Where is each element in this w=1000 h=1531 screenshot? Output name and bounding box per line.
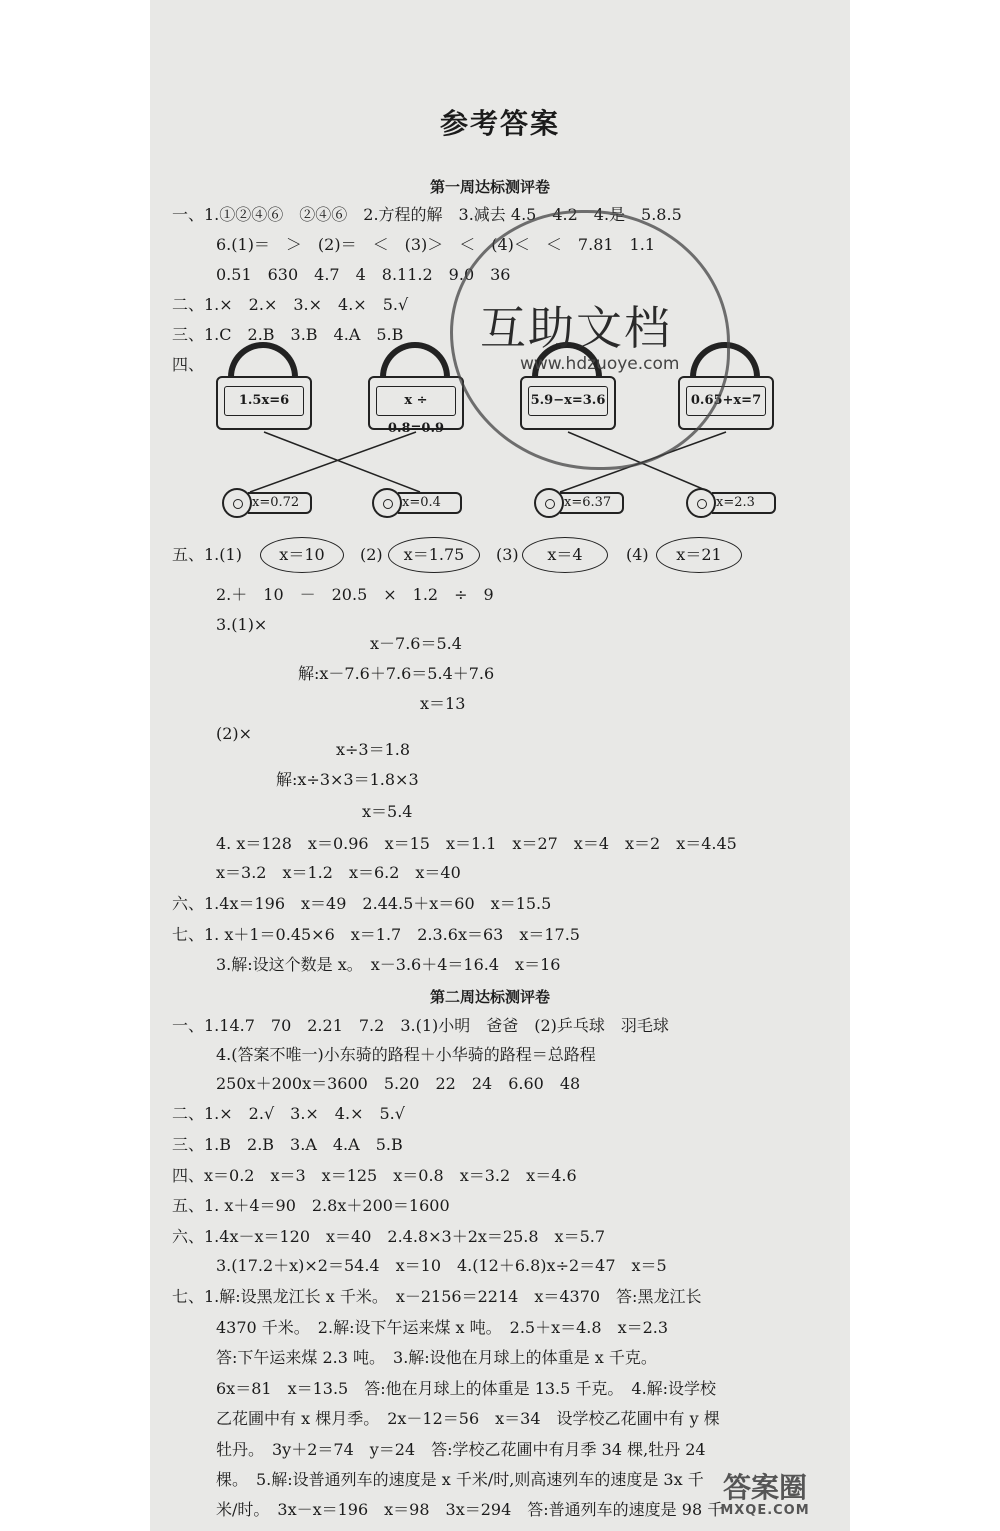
answer-line: 四、 bbox=[172, 355, 205, 374]
answer-oval: x＝1.75 bbox=[388, 537, 480, 573]
answer-line: x＝5.4 bbox=[362, 802, 413, 821]
key-figure bbox=[222, 488, 362, 518]
answer-line: 解:x－7.6＋7.6＝5.4＋7.6 bbox=[298, 664, 495, 683]
answer-oval: x＝4 bbox=[522, 537, 608, 573]
key-figure bbox=[686, 488, 826, 518]
answer-line: 解:x÷3×3＝1.8×3 bbox=[276, 770, 419, 789]
answer-line: 六、1.4x＝196 x＝49 2.44.5＋x＝60 x＝15.5 bbox=[172, 894, 552, 913]
answer-line: 二、1.× 2.√ 3.× 4.× 5.√ bbox=[172, 1104, 405, 1123]
answer-line: 4. x＝128 x＝0.96 x＝15 x＝1.1 x＝27 x＝4 x＝2 x＝4.45 bbox=[216, 834, 737, 853]
answer-line: 七、1.解:设黑龙江长 x 千米。 x－2156＝2214 x＝4370 答:黑龙江长 bbox=[172, 1287, 702, 1306]
answer-line: 250x＋200x＝3600 5.20 22 24 6.60 48 bbox=[216, 1074, 581, 1093]
answer-line: 3.(17.2＋x)×2＝54.4 x＝10 4.(12＋6.8)x÷2＝47 x＝5 bbox=[216, 1256, 667, 1275]
key-figure bbox=[534, 488, 674, 518]
oval-label: (4) bbox=[626, 545, 649, 564]
answer-line: x＝3.2 x＝1.2 x＝6.2 x＝40 bbox=[216, 863, 461, 882]
answer-line: 二、1.× 2.× 3.× 4.× 5.√ bbox=[172, 295, 409, 314]
answer-line: x－7.6＝5.4 bbox=[370, 634, 462, 653]
key-figure bbox=[372, 488, 512, 518]
document-page bbox=[150, 0, 850, 1531]
oval-label: (3) bbox=[496, 545, 519, 564]
answer-oval: x＝10 bbox=[260, 537, 344, 573]
answer-line: 三、1.B 2.B 3.A 4.A 5.B bbox=[172, 1135, 403, 1154]
answer-line: 4.(答案不唯一)小东骑的路程＋小华骑的路程＝总路程 bbox=[216, 1045, 596, 1064]
answer-line: 六、1.4x－x＝120 x＝40 2.4.8×3＋2x＝25.8 x＝5.7 bbox=[172, 1227, 606, 1246]
answer-line: 3.解:设这个数是 x。 x－3.6＋4＝16.4 x＝16 bbox=[216, 955, 561, 974]
answer-line: 三、1.C 2.B 3.B 4.A 5.B bbox=[172, 325, 404, 344]
answer-line: 棵。 5.解:设普通列车的速度是 x 千米/时,则高速列车的速度是 3x 千 bbox=[216, 1470, 704, 1489]
answer-line: (2)× bbox=[216, 724, 253, 743]
answer-line: 乙花圃中有 x 棵月季。 2x－12＝56 x＝34 设学校乙花圃中有 y 棵 bbox=[216, 1409, 720, 1428]
lock-equation: 1.5x=6 bbox=[224, 386, 304, 416]
lock-equation: 5.9−x=3.6 bbox=[528, 386, 608, 416]
answer-line: x÷3＝1.8 bbox=[336, 740, 411, 759]
answer-line: 一、1.14.7 70 2.21 7.2 3.(1)小明 爸爸 (2)乒乓球 羽毛球 bbox=[172, 1016, 669, 1035]
answer-line: 米/时。 3x－x＝196 x＝98 3x＝294 答:普通列车的速度是 98 千 bbox=[216, 1500, 724, 1519]
lock-equation: 0.65+x=7 bbox=[686, 386, 766, 416]
stamp-url: www.hdzuoye.com bbox=[520, 354, 680, 374]
oval-label: (2) bbox=[360, 545, 383, 564]
match-line bbox=[264, 432, 420, 492]
lock-equation: x ÷ 0.8=0.9 bbox=[376, 386, 456, 416]
answer-line: 3.(1)× bbox=[216, 615, 268, 634]
answer-line: 2.＋ 10 － 20.5 × 1.2 ÷ 9 bbox=[216, 585, 494, 604]
answer-line: x＝13 bbox=[420, 694, 466, 713]
page-title: 参考答案 bbox=[439, 107, 560, 140]
section-heading-week2: 第二周达标测评卷 bbox=[429, 988, 550, 1006]
stamp-text: 互助文档 bbox=[480, 301, 672, 355]
answer-line: 四、x＝0.2 x＝3 x＝125 x＝0.8 x＝3.2 x＝4.6 bbox=[172, 1166, 577, 1185]
section-heading-week1: 第一周达标测评卷 bbox=[429, 178, 550, 196]
key-value: x=0.4 bbox=[398, 492, 462, 514]
watermark-logo bbox=[690, 1473, 840, 1523]
answer-line: 6x＝81 x＝13.5 答:他在月球上的体重是 13.5 千克。 4.解:设学校 bbox=[216, 1379, 717, 1398]
answer-line: 五、1.(1) bbox=[172, 545, 242, 564]
key-value: x=0.72 bbox=[248, 492, 312, 514]
key-value: x=2.3 bbox=[712, 492, 776, 514]
answer-oval: x＝21 bbox=[656, 537, 742, 573]
answer-line: 4370 千米。 2.解:设下午运来煤 x 吨。 2.5＋x＝4.8 x＝2.3 bbox=[216, 1318, 669, 1337]
answer-line: 五、1. x＋4＝90 2.8x＋200＝1600 bbox=[172, 1196, 450, 1215]
answer-line: 一、1.①②④⑥ ②④⑥ 2.方程的解 3.减去 4.5 4.2 4.是 5.8.5 bbox=[172, 205, 682, 224]
answer-line: 6.(1)＝ ＞ (2)＝ ＜ (3)＞ ＜ (4)＜ ＜ 7.81 1.1 bbox=[216, 235, 655, 254]
key-value: x=6.37 bbox=[560, 492, 624, 514]
watermark-top: 答案圈 bbox=[722, 1471, 807, 1504]
match-line bbox=[250, 432, 416, 492]
answer-line: 0.51 630 4.7 4 8.11.2 9.0 36 bbox=[216, 265, 511, 284]
answer-line: 答:下午运来煤 2.3 吨。 3.解:设他在月球上的体重是 x 千克。 bbox=[216, 1348, 657, 1367]
answer-line: 七、1. x＋1＝0.45×6 x＝1.7 2.3.6x＝63 x＝17.5 bbox=[172, 925, 580, 944]
answer-line: 牡丹。 3y＋2＝74 y＝24 答:学校乙花圃中有月季 34 棵,牡丹 24 bbox=[216, 1440, 706, 1459]
watermark-bottom: MXQE.COM bbox=[720, 1503, 810, 1518]
